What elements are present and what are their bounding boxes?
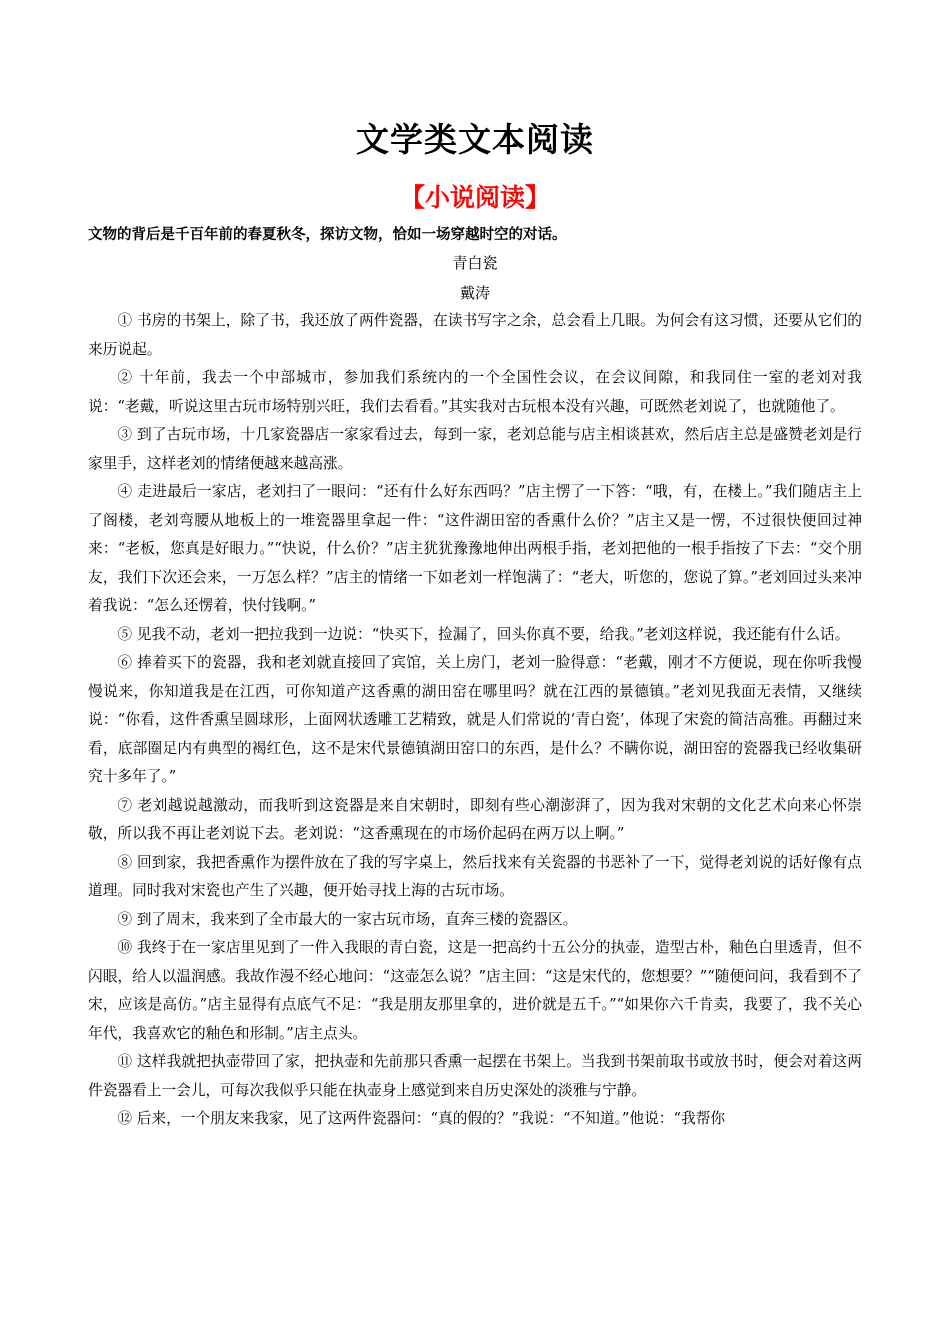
section-title: 【小说阅读】 (399, 183, 550, 212)
paragraph-12: ⑫ 后来，一个朋友来我家，见了这两件瓷器问：“真的假的？”我说：“不知道。”他说：“我帮你 (117, 1110, 726, 1127)
paragraph-8: ⑧ 回到家，我把香熏作为摆件放在了我的写字桌上，然后找来有关瓷器的书恶补了一下，觉得老刘说的话好像有点道理。同时我对宋瓷也产生了兴趣，便开始寻找上海的古玩市场。 (88, 853, 862, 899)
page-title: 文学类文本阅读 (356, 120, 594, 159)
paragraph-2: ② 十年前，我去一个中部城市，参加我们系统内的一个全国性会议，在会议间隙，和我同住一室的老刘对我说：“老戴，听说这里古玩市场特别兴旺，我们去看看。”其实我对古玩根本没有兴趣，可既然老刘说了，也就随他了。 (88, 369, 862, 415)
paragraph-10: ⑩ 我终于在一家店里见到了一件入我眼的青白瓷，这是一把高约十五公分的执壶，造型古朴，釉色白里透青，但不闪眼，给人以温润感。我故作漫不经心地问：“这壶怎么说？”店主回：“这是宋代的，您想要？”“随便问问，我看到不了宋，应该是高仿。”店主显得有点底气不足：“我是朋友那里拿的，进价就是五千。”“如果你六千肯卖，我要了，我不关心年代，我喜欢它的釉色和形制。”店主点头。 (88, 939, 862, 1042)
story-body (88, 307, 862, 1134)
intro-text: 文物的背后是千百年前的春夏秋冬，探访文物，恰如一场穿越时空的对话。 (88, 227, 567, 243)
paragraph-4: ④ 走进最后一家店，老刘扫了一眼问：“还有什么好东西吗？”店主愣了一下答：“哦，有，在楼上。”我们随店主上了阁楼，老刘弯腰从地板上的一堆瓷器里拿起一件：“这件湖田窑的香熏什么价？”店主又是一愣，不过很快便回过神来：“老板，您真是好眼力。”“快说，什么价？”店主犹犹豫豫地伸出两根手指，老刘把他的一根手指按了下去：“交个朋友，我们下次还会来，一万怎么样？”店主的情绪一下如老刘一样饱满了：“老大，听您的，您说了算。”老刘回过头来冲着我说：“怎么还愣着，快付钱啊。” (88, 483, 862, 614)
story-author: 戴涛 (459, 284, 490, 302)
paragraph-9: ⑨ 到了周末，我来到了全市最大的一家古玩市场，直奔三楼的瓷器区。 (117, 910, 578, 928)
paragraph-5: ⑤ 见我不动，老刘一把拉我到一边说：“快买下，捡漏了，回头你真不要，给我。”老刘这样说，我还能有什么话。 (117, 625, 850, 643)
paragraph-7: ⑦ 老刘越说越激动，而我听到这瓷器是来自宋朝时，即刻有些心潮澎湃了，因为我对宋朝的文化艺术向来心怀崇敬，所以我不再让老刘说下去。老刘说：“这香熏现在的市场价起码在两万以上啊。” (88, 796, 862, 842)
paragraph-1: ① 书房的书架上，除了书，我还放了两件瓷器，在读书写字之余，总会看上几眼。为何会有这习惯，还要从它们的来历说起。 (88, 312, 862, 358)
paragraph-11: ⑪ 这样我就把执壶带回了家，把执壶和先前那只香熏一起摆在书架上。当我到书架前取书或放书时，便会对着这两件瓷器看上一会儿，可每次我似乎只能在执壶身上感觉到来自历史深处的淡雅与宁静。 (88, 1053, 862, 1099)
paragraph-3: ③ 到了古玩市场，十几家瓷器店一家家看过去，每到一家，老刘总能与店主相谈甚欢，然后店主总是盛赞老刘是行家里手，这样老刘的情绪便越来越高涨。 (88, 426, 862, 472)
story-title: 青白瓷 (452, 254, 498, 272)
paragraph-6: ⑥ 捧着买下的瓷器，我和老刘就直接回了宾馆，关上房门，老刘一脸得意：“老戴，刚才不方便说，现在你听我慢慢说来，你知道我是在江西，可你知道产这香熏的湖田窑在哪里吗？就在江西的景德镇。”老刘见我面无表情，又继续说：“你看，这件香熏呈圆球形，上面网状透雕工艺精致，就是人们常说的‘青白瓷’，体现了宋瓷的简洁高雅。再翻过来看，底部圈足内有典型的褐红色，这不是宋代景德镇湖田窑口的东西，是什么？不瞒你说，湖田窑的瓷器我已经收集研究十多年了。” (88, 654, 862, 785)
